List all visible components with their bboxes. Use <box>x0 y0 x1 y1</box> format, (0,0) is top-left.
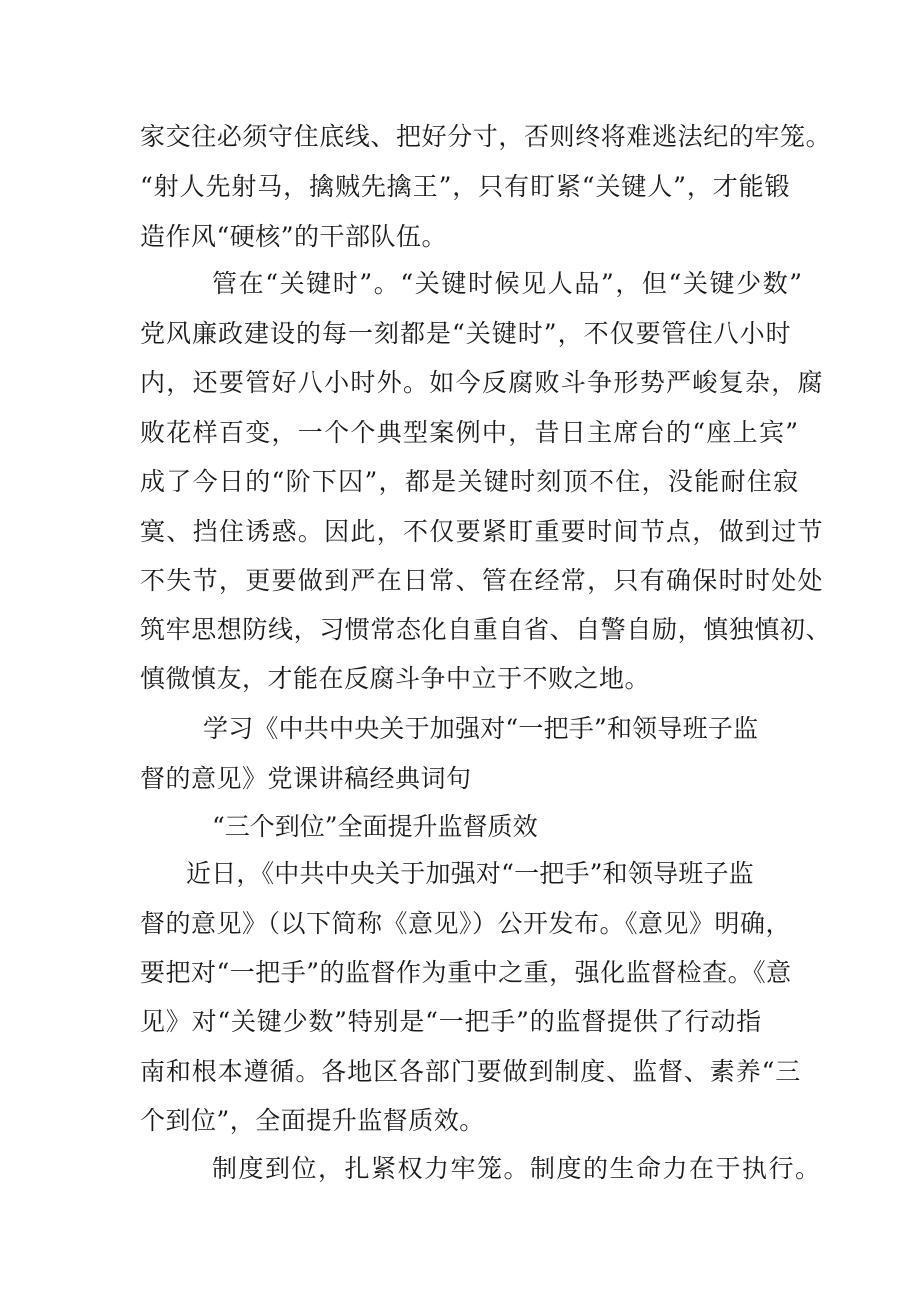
paragraph-1-line-2: “射人先射马，擒贼先擒王”，只有盯紧“关键人”，才能锻 <box>140 172 791 201</box>
paragraph-2-line-3: 内，还要管好八小时外。如今反腐败斗争形势严峻复杂，腐 <box>140 368 824 397</box>
paragraph-3-line-2: 督的意见》（以下简称《意见》）公开发布。《意见》明确， <box>140 909 792 938</box>
document-title-line-2: 督的意见》党课讲稿经典词句 <box>140 764 472 793</box>
paragraph-1-line-3: 造作风“硬核”的干部队伍。 <box>140 222 448 251</box>
section-subtitle: “三个到位”全面提升监督质效 <box>212 812 538 841</box>
paragraph-2-line-6: 寞、挡住诱惑。因此，不仅要紧盯重要时间节点，做到过节 <box>140 517 824 546</box>
paragraph-2-line-5: 成了今日的“阶下囚”，都是关键时刻顶不住，没能耐住寂 <box>140 467 800 496</box>
paragraph-2-line-4: 败花样百变，一个个典型案例中，昔日主席台的“座上宾” <box>140 418 800 447</box>
paragraph-2-line-2: 党风廉政建设的每一刻都是“关键时”，不仅要管住八小时 <box>140 319 792 348</box>
paragraph-3-line-6: 个到位”，全面提升监督质效。 <box>140 1106 485 1135</box>
paragraph-2-line-9: 慎微慎友，才能在反腐斗争中立于不败之地。 <box>140 664 651 693</box>
paragraph-2-line-1: 管在“关键时”。“关键时候见人品”，但“关键少数” <box>212 269 804 298</box>
paragraph-2-line-7: 不失节，更要做到严在日常、管在经常，只有确保时时处处 <box>140 566 824 595</box>
paragraph-1-line-1: 家交往必须守住底线、把好分寸，否则终将难逃法纪的牢笼。 <box>140 122 832 151</box>
paragraph-3-line-3: 要把对“一把手”的监督作为重中之重，强化监督检查。《意 <box>140 958 792 987</box>
paragraph-4-line-1: 制度到位，扎紧权力牢笼。制度的生命力在于执行。 <box>212 1154 822 1183</box>
document-title-line-1: 学习《中共中央关于加强对“一把手”和领导班子监 <box>203 714 759 743</box>
paragraph-3-line-4: 见》对“关键少数”特别是“一把手”的监督提供了行动指 <box>140 1007 762 1036</box>
paragraph-3-line-5: 南和根本遵循。各地区各部门要做到制度、监督、素养“三 <box>140 1057 802 1086</box>
paragraph-2-line-8: 筑牢思想防线，习惯常态化自重自省、自警自励，慎独慎初、 <box>140 615 832 644</box>
paragraph-3-line-1: 近日，《中共中央关于加强对“一把手”和领导班子监 <box>186 859 754 888</box>
